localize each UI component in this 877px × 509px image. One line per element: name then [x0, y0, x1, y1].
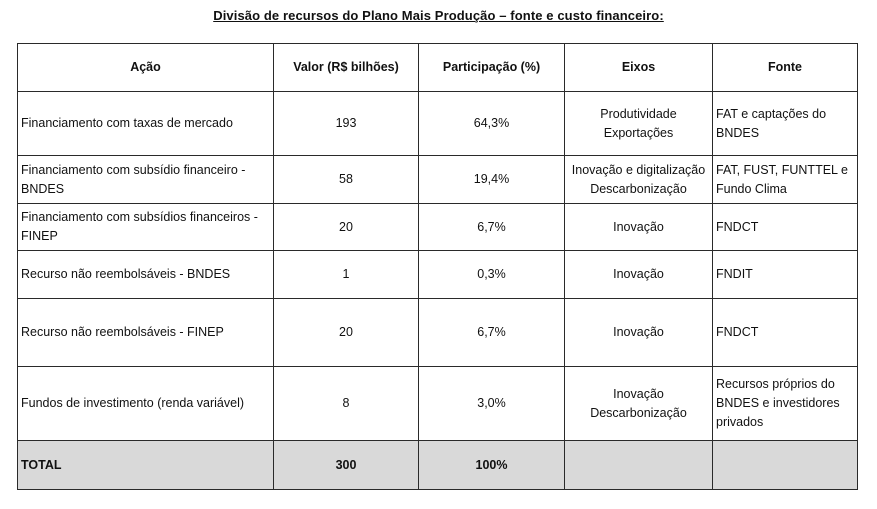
total-participacao: 100%: [419, 441, 565, 490]
table-row: [18, 367, 858, 441]
cell-acao: Financiamento com subsídios financeiros - FINEP: [18, 204, 274, 251]
cell-eixos: Produtividade Exportações: [565, 92, 713, 156]
cell-acao: Fundos de investimento (renda variável): [18, 367, 274, 441]
cell-participacao: 0,3%: [419, 251, 565, 299]
page-title: Divisão de recursos do Plano Mais Produção – fonte e custo financeiro:: [213, 8, 664, 23]
cell-valor: 8: [274, 367, 419, 441]
cell-participacao: 6,7%: [419, 204, 565, 251]
table-row: [18, 251, 858, 299]
cell-eixos: Inovação: [565, 251, 713, 299]
cell-valor: 20: [274, 204, 419, 251]
cell-participacao: 19,4%: [419, 156, 565, 204]
cell-acao: Financiamento com subsídio financeiro - BNDES: [18, 156, 274, 204]
total-eixos-empty: [565, 441, 713, 490]
cell-valor: 193: [274, 92, 419, 156]
cell-eixos: Inovação: [565, 204, 713, 251]
total-valor: 300: [274, 441, 419, 490]
cell-fonte: FNDCT: [713, 299, 858, 367]
cell-eixos: Inovação: [565, 299, 713, 367]
header-acao: Ação: [18, 44, 274, 92]
cell-valor: 58: [274, 156, 419, 204]
cell-fonte: FNDCT: [713, 204, 858, 251]
header-fonte: Fonte: [713, 44, 858, 92]
cell-participacao: 3,0%: [419, 367, 565, 441]
cell-fonte: Recursos próprios do BNDES e investidores privados: [713, 367, 858, 441]
total-fonte-empty: [713, 441, 858, 490]
table-row: [18, 92, 858, 156]
table-row: [18, 204, 858, 251]
cell-acao: Recurso não reembolsáveis - BNDES: [18, 251, 274, 299]
resource-table: [17, 43, 858, 490]
cell-eixos: Inovação Descarbonização: [565, 367, 713, 441]
table-row: [18, 299, 858, 367]
header-eixos: Eixos: [565, 44, 713, 92]
cell-acao: Financiamento com taxas de mercado: [18, 92, 274, 156]
header-participacao: Participação (%): [419, 44, 565, 92]
cell-acao: Recurso não reembolsáveis - FINEP: [18, 299, 274, 367]
table-row: [18, 156, 858, 204]
header-valor: Valor (R$ bilhões): [274, 44, 419, 92]
cell-participacao: 6,7%: [419, 299, 565, 367]
cell-valor: 20: [274, 299, 419, 367]
total-label: TOTAL: [18, 441, 274, 490]
total-row: [18, 441, 858, 490]
cell-eixos: Inovação e digitalização Descarbonização: [565, 156, 713, 204]
cell-participacao: 64,3%: [419, 92, 565, 156]
header-row: [18, 44, 858, 92]
cell-valor: 1: [274, 251, 419, 299]
cell-fonte: FNDIT: [713, 251, 858, 299]
cell-fonte: FAT, FUST, FUNTTEL e Fundo Clima: [713, 156, 858, 204]
cell-fonte: FAT e captações do BNDES: [713, 92, 858, 156]
